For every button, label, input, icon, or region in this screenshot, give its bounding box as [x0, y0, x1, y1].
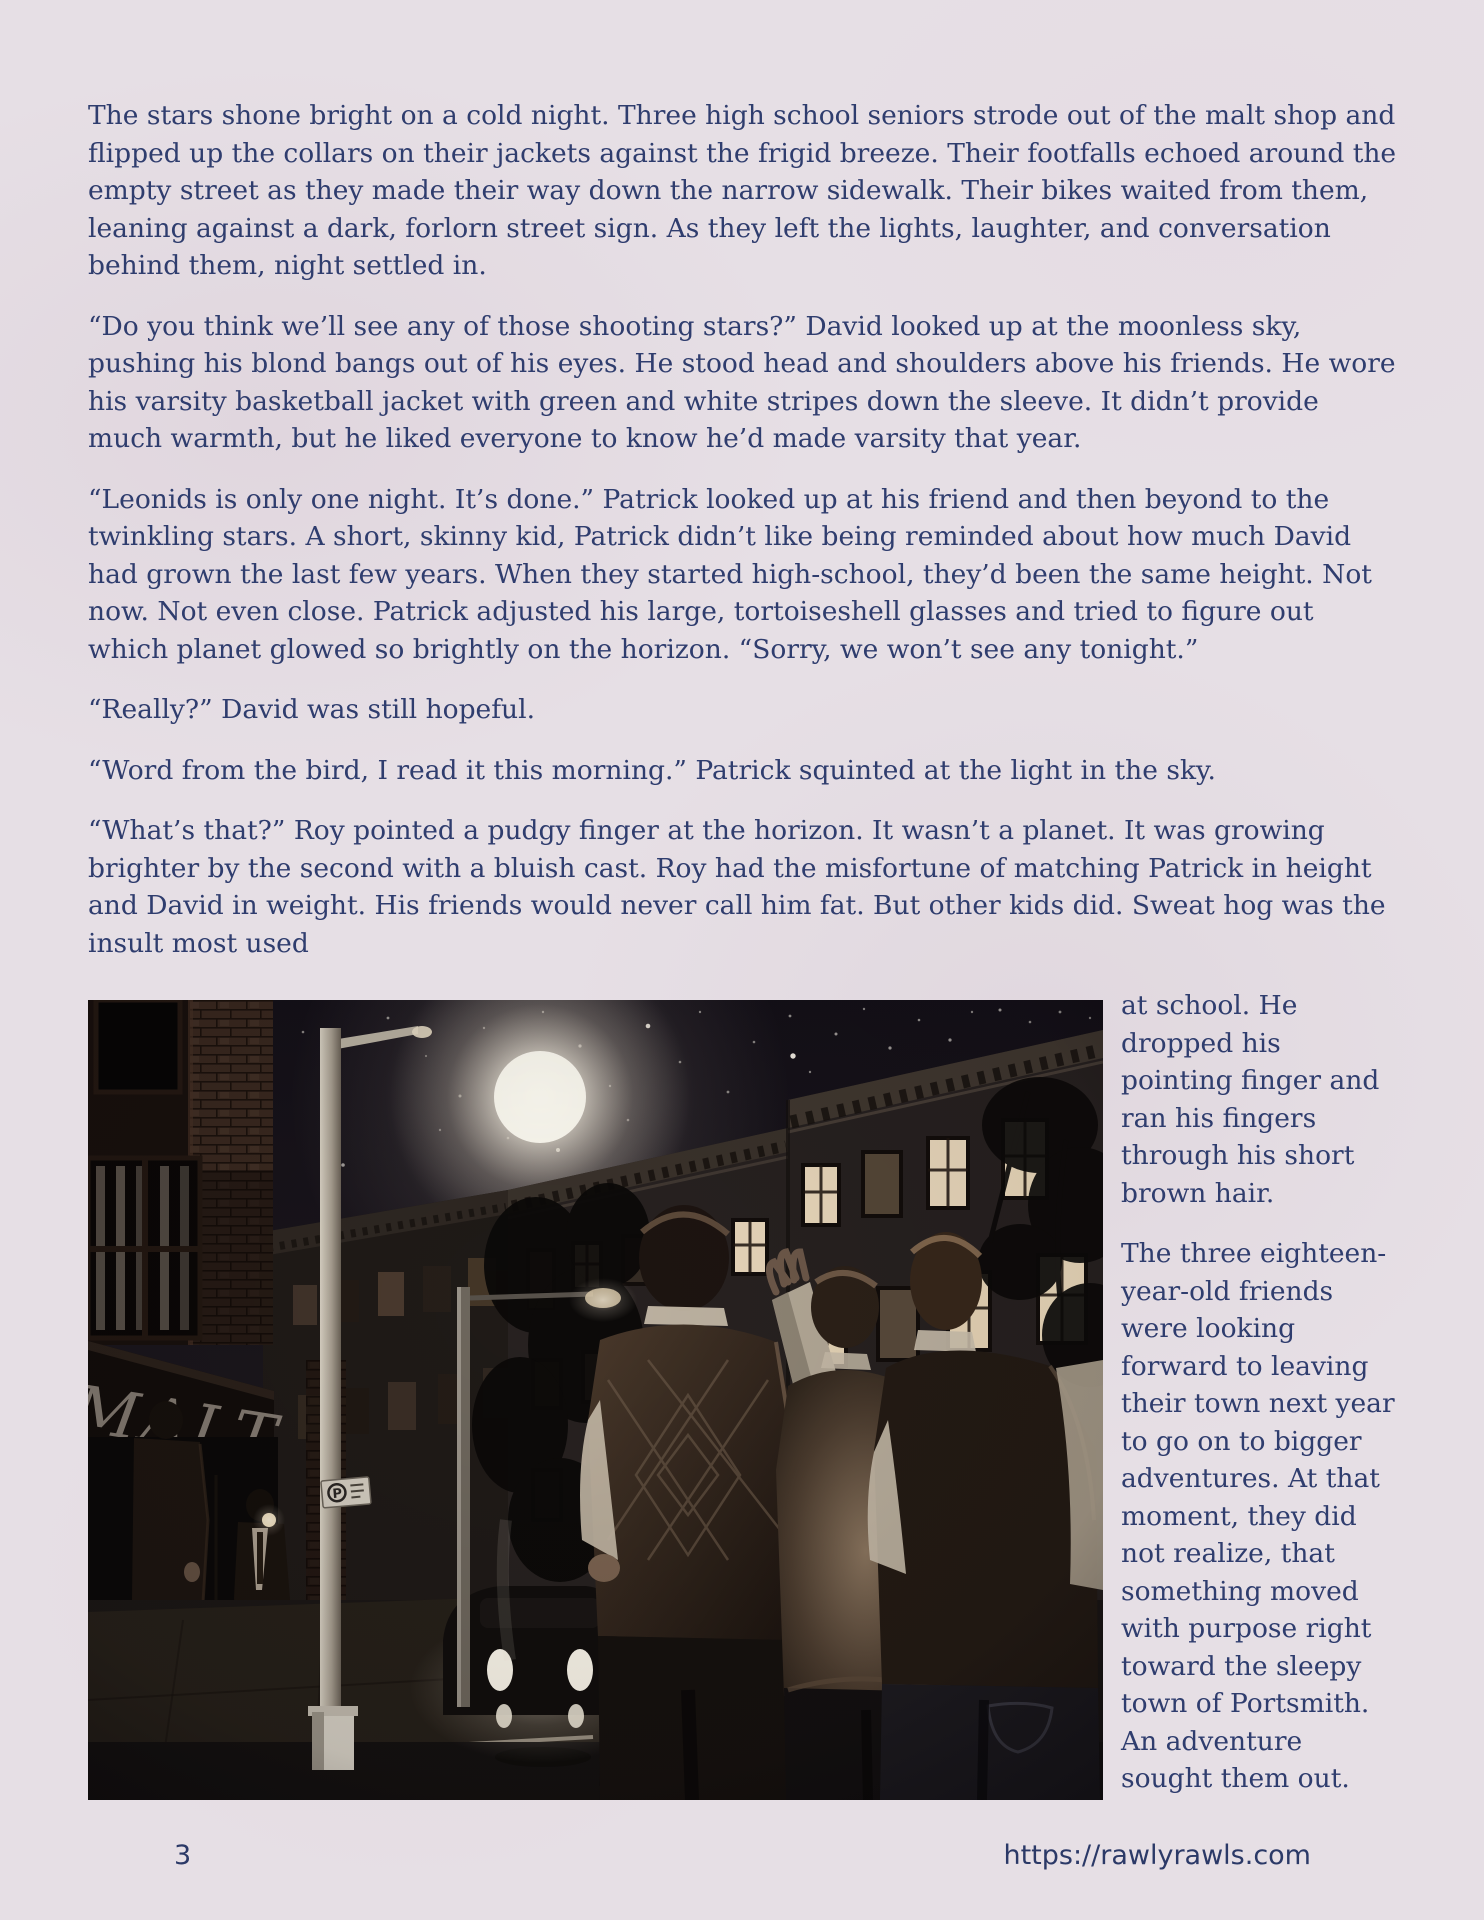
photo-vignette — [88, 1000, 1103, 1800]
story-paragraph: “Do you think we’ll see any of those shooting stars?” David looked up at the moonless sky, pushing his blond bangs out of his eyes. He stood head and shoulders above his friends. He wore his varsity basketball jacket with green and white stripes down the sleeve. It didn’t provide much warmth, but he liked everyone to know he’d made varsity that year. — [88, 310, 1396, 454]
story-paragraph: “What’s that?” Roy pointed a pudgy finger at the horizon. It wasn’t a planet. It was growing brighter by the second with a bluish cast. Roy had the misfortune of matching Patrick in height and David in weight. His friends would never call him fat. But other kids did. Sweat hog was the insult most used — [88, 815, 1386, 959]
night-street-illustration — [88, 1000, 1103, 1800]
page-number: 3 — [174, 1840, 192, 1871]
story-paragraph: “Leonids is only one night. It’s done.” Patrick looked up at his friend and then beyond to the twinkling stars. A short, skinny kid, Patrick didn’t like being reminded about how much David had grown the last few years. When they started high-school, they’d been the same height. Not now. Not even close. Patrick adjusted his large, tortoiseshell glasses and tried to figure out which planet glowed so brightly on the horizon. “Sorry, we won’t see any tonight.” — [88, 483, 1372, 665]
footer-url[interactable]: https://rawlyrawls.com — [1003, 1840, 1311, 1871]
story-paragraph: The three eighteen-year-old friends were looking forward to leaving their town next year to go on to bigger adventures. At that moment, they did not realize, that something moved with purpose right toward the sleepy town of Portsmith. An adventure sought them out. — [1121, 1238, 1395, 1794]
story-page-body — [88, 97, 1397, 1821]
story-paragraph: The stars shone bright on a cold night. Three high school seniors strode out of the malt shop and flipped up the collars on their jackets against the frigid breeze. Their footfalls echoed around the empty street as they made their way down the narrow sidewalk. Their bikes waited from them, leaning against a dark, forlorn street sign. As they left the lights, laughter, and conversation behind them, night settled in. — [88, 100, 1397, 281]
story-paragraph: “Word from the bird, I read it this morning.” Patrick squinted at the light in the sky. — [88, 754, 1216, 786]
illustration-text-wrap — [88, 987, 1397, 1821]
story-paragraph-wrap-continuation: at school. He dropped his pointing finger and ran his fingers through his short brown hair. — [1121, 990, 1380, 1209]
page-footer — [88, 1840, 1397, 1871]
story-paragraph: “Really?” David was still hopeful. — [88, 694, 536, 725]
